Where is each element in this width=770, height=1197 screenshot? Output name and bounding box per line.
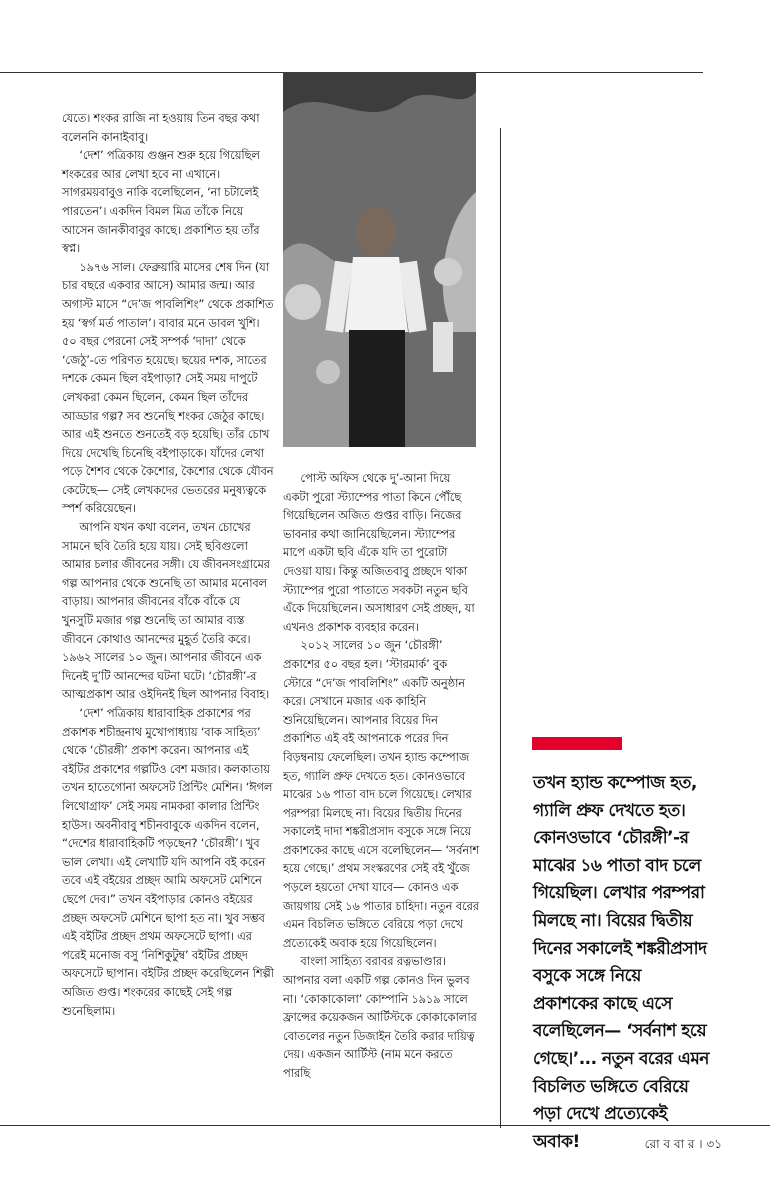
article-column-left: [62, 109, 274, 1020]
portrait-photo: [283, 72, 476, 447]
article-column-middle: [283, 469, 479, 1083]
page-folio: রো ব বা র । ৩১: [644, 1137, 722, 1151]
paragraph: আপনি যখন কথা বলেন, তখন চোখের সামনে ছবি তৈরি হয়ে যায়। সেই ছবিগুলো আমার চলার জীবনের সঙ্গী। যে জীবনসংগ্রামের গল্প আপনার থেকে শুনেছি তা আমার মনোবল বাড়ায়। আপনার জীবনের বাঁকে বাঁকে যে খুনসুটি মজার গল্প শুনেছি তা আমার ব্যস্ত জীবনে কোথাও আনন্দের মুহূর্ত তৈরি করে। ১৯৬২ সালের ১০ জুন। আপনার জীবনে এক দিনেই দু’টি আনন্দের ঘটনা ঘটে। ‘চৌরঙ্গী’-র আত্মপ্রকাশ আর ওইদিনই ছিল আপনার বিবাহ।: [62, 520, 270, 702]
paragraph: যেতে। শংকর রাজি না হওয়ায় তিন বছর কথা বলেননি কানাইবাবু।: [62, 111, 260, 144]
paragraph: ২০১২ সালের ১০ জুন ‘চৌরঙ্গী’ প্রকাশের ৫০ বছর হল। ‘স্টারমার্ক’ বুক স্টোরে “দে’জ পাবলিশিং” একটি অনুষ্ঠান করে। সেখানে মজার এক কাহিনি শুনিয়েছিলেন। আপনার বিয়ের দিন প্রকাশিত এই বই আপনাকে পরের দিন বিড়ম্বনায় ফেলেছিল। তখন হ্যান্ড কম্পোজ হত, গ্যালি প্রুফ দেখতে হত। কোনওভাবে মাঝের ১৬ পাতা বাদ চলে গিয়েছে। লেখার পরম্পরা মিলছে না। বিয়ের দ্বিতীয় দিনের সকালেই দাদা শঙ্করীপ্রসাদ বসুকে সঙ্গে নিয়ে প্রকাশকের কাছে এসে বলেছিলেন— ‘সর্বনাশ হয়ে গেছে।’ প্রথম সংস্করণের সেই বই খুঁজে পড়লে হয়তো দেখা যাবে— কোনও এক জায়গায় সেই ১৬ পাতার চাহিদা। নতুন বরের এমন বিচলিত ভঙ্গিতে বেরিয়ে পড়া দেখে প্রত্যেকেই অবাক হয়ে গিয়েছিলেন।: [283, 638, 480, 950]
paragraph: ‘দেশ’ পত্রিকায় ধারাবাহিক প্রকাশের পর প্রকাশক শচীন্দ্রনাথ মুখোপাধ্যায় ‘বাক সাহিত্য’ থেকে ‘চৌরঙ্গী’ প্রকাশ করেন। আপনার এই বইটির প্রকাশের গল্পটিও বেশ মজার। কলকাতায় তখন হাতেগোনা অফসেট প্রিন্টিং মেশিন। ‘ঈগল লিথোগ্রাফ’ সেই সময় নামকরা কালার প্রিন্টিং হাউস। অবনীবাবু শচীনবাবুকে একদিন বলেন, “দেশের ধারাবাহিকটি পড়ছেন? ‘চৌরঙ্গী’। খুব ভাল লেখা। এই লেখাটি যদি আপনি বই করেন তবে এই বইয়ের প্রচ্ছদ আমি অফসেট মেশিনে ছেপে দেব।” তখন বইপাড়ার কোনও বইয়ের প্রচ্ছদ অফসেট মেশিনে ছাপা হত না। খুব সম্ভব এই বইটির প্রচ্ছদ প্রথম অফসেটে ছাপা। এর পরেই মনোজ বসু ‘নিশিকুটুম্ব’ বইটির প্রচ্ছদ অফসেটে ছাপান। বইটির প্রচ্ছদ করেছিলেন শিল্পী অজিত গুপ্ত। শংকরের কাছেই সেই গল্প শুনেছিলাম।: [62, 706, 274, 1018]
pull-quote: তখন হ্যান্ড কম্পোজ হত, গ্যালি প্রুফ দেখতে হত। কোনওভাবে ‘চৌরঙ্গী’-র মাঝের ১৬ পাতা বাদ চলে গিয়েছিল। লেখার পরম্পরা মিলছে না। বিয়ের দ্বিতীয় দিনের সকালেই শঙ্করীপ্রসাদ বসুকে সঙ্গে নিয়ে প্রকাশকের কাছে এসে বলেছিলেন— ‘সর্বনাশ হয়ে গেছে।’... নতুন বরের এমন বিচলিত ভঙ্গিতে বেরিয়ে পড়া দেখে প্রত্যেকেই অবাক!: [533, 773, 709, 1152]
bottom-rule: [0, 1125, 770, 1126]
paragraph: ১৯৭৬ সাল। ফেব্রুয়ারি মাসের শেষ দিন (যা চার বছরে একবার আসে) আমার জন্ম। আর অগাস্ট মাসে “দে’জ পাবলিশিং” থেকে প্রকাশিত হয় ‘স্বর্গ মর্ত পাতাল’। বাবার মনে ডাবল খুশি। ৫০ বছর পেরনো সেই সম্পর্ক ‘দাদা’ থেকে ‘জেঠু’-তে পরিণত হয়েছে। ছয়ের দশক, সাতের দশকে কেমন ছিল বইপাড়া? সেই সময় দাপুটে লেখকরা কেমন ছিলেন, কেমন ছিল তাঁদের আড্ডার গল্প? সব শুনেছি শংকর জেঠুর কাছে। আর এই শুনতে শুনতেই বড় হয়েছি। তাঁর চোখ দিয়ে দেখেছি চিনেছি বইপাড়াকে। যাঁদের লেখা পড়ে শৈশব থেকে কৈশোর, কৈশোর থেকে যৌবন কেটেছে— সেই লেখকদের ভেতরের মনুষ্যত্বকে স্পর্শ করিয়েছেন।: [62, 259, 274, 516]
column-divider: [500, 128, 501, 1128]
paragraph: বাংলা সাহিত্য বরাবর রত্নভাণ্ডার। আপনার বলা একটি গল্প কোনও দিন ভুলব না। ‘কোকাকোলা’ কোম্পানি ১৯১৯ সালে ফ্রান্সের কয়েকজন আর্টিস্টকে কোকাকোলার বোতলের নতুন ডিজাইন তৈরি করার দায়িত্ব দেয়। একজন আর্টিস্ট (নাম মনে করতে পারছি: [283, 954, 477, 1080]
paragraph: পোস্ট অফিস থেকে দু’-আনা দিয়ে একটা পুরো স্ট্যাম্পের পাতা কিনে পৌঁছে গিয়েছিলেন অজিত গুপ্তর বাড়ি। নিজের ভাবনার কথা জানিয়েছিলেন। স্ট্যাম্পের মাপে একটা ছবি এঁকে যদি তা পুরোটা দেওয়া যায়। কিন্তু অজিতবাবু প্রচ্ছদে থাকা স্ট্যাম্পের পুরো পাতাতে সবকটা নতুন ছবি এঁকে দিয়েছিলেন। অসাধারণ সেই প্রচ্ছদ, যা এখনও প্রকাশক ব্যবহার করেন।: [283, 471, 475, 634]
pull-quote-accent-bar: [532, 737, 622, 750]
paragraph: ‘দেশ’ পত্রিকায় গুঞ্জন শুরু হয়ে গিয়েছিল শংকরের আর লেখা হবে না এখানে। সাগরময়বাবুও নাকি বলেছিলেন, ‘না চটালেই পারতেন’। একদিন বিমল মিত্র তাঁকে নিয়ে আসেন জানকীবাবুর কাছে। প্রকাশিত হয় তাঁর স্বপ্ন।: [62, 148, 260, 256]
